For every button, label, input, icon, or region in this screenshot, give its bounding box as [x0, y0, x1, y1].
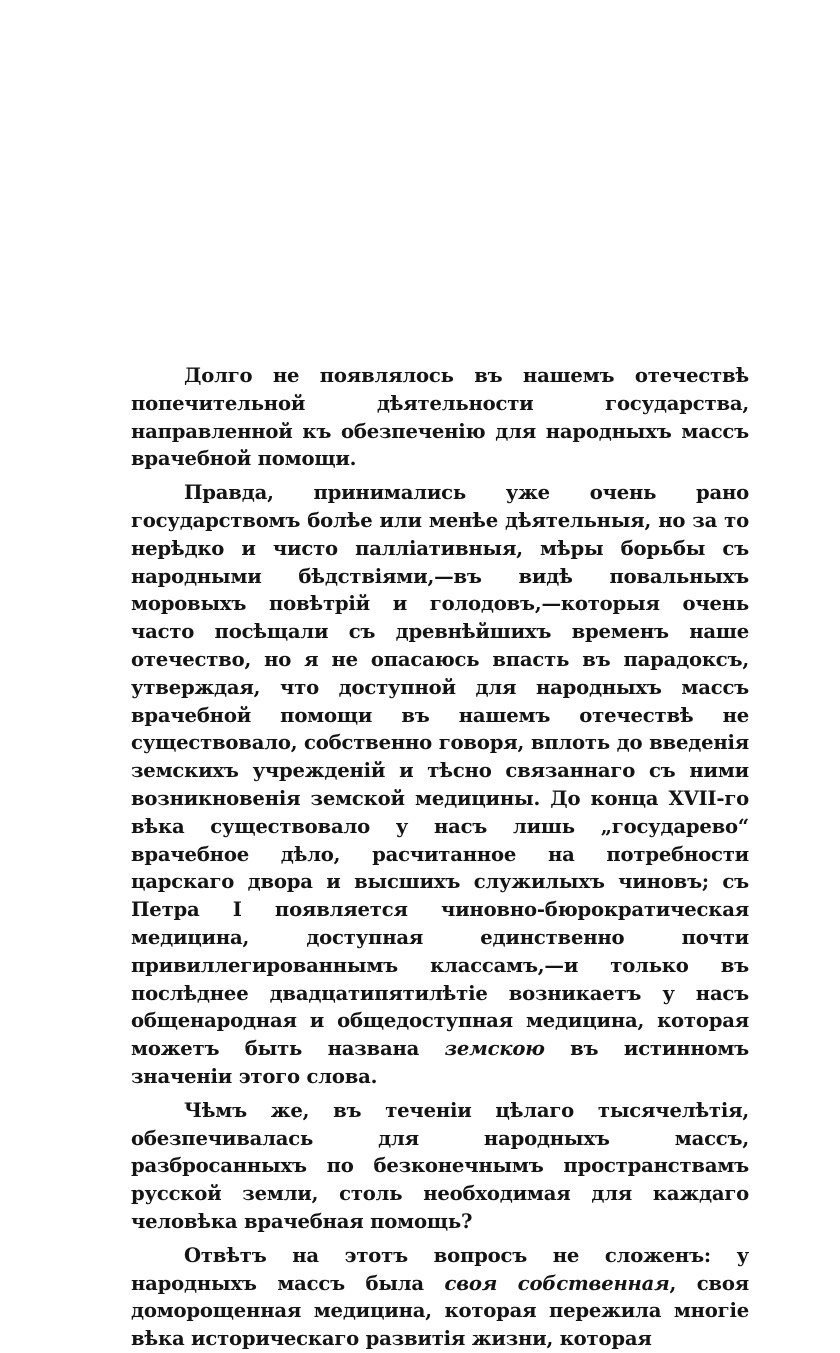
- paragraph-3-text: Чѣмъ же, въ теченіи цѣлаго тысячелѣтія, обезпечивалась для народныхъ массъ, разбросанныхъ по безконечнымъ пространствамъ русской земли, столь необходимая для каждаго человѣка врачебная помощь?: [131, 1098, 749, 1233]
- paragraph-2-text-end: въ истинномъ значеніи этого слова.: [131, 1037, 749, 1088]
- paragraph-4-text-end: , своя доморощенная медицина, которая пережила многіе вѣка историческаго развитія жизни, которая: [131, 1271, 749, 1351]
- paragraph-3: [131, 1097, 749, 1236]
- paragraph-1: [131, 362, 749, 473]
- italic-phrase-svoya-sobstvennaya: своя собственная: [444, 1271, 670, 1295]
- body-text: [131, 362, 749, 1353]
- paragraph-4-text-start: Отвѣтъ на этотъ вопросъ не сложенъ: у народныхъ массъ была: [131, 1243, 749, 1295]
- paragraph-4: [131, 1242, 749, 1353]
- paragraph-2: [131, 479, 749, 1091]
- paragraph-1-text: Долго не появлялось въ нашемъ отечествѣ попечительной дѣятельности государства, направленной къ обезпеченію для народныхъ массъ врачебной помощи.: [131, 364, 749, 471]
- paragraph-2-text-start: Правда, принимались уже очень рано государствомъ болѣе или менѣе дѣятельныя, но за то нерѣдко и чисто палліативныя, мѣры борьбы съ народными бѣдствіями,—въ видѣ повальныхъ моровыхъ повѣтрій и голодовъ,—которыя очень часто посѣщали съ древнѣйшихъ временъ наше отечество, но я не опасаюсь впасть въ парадоксъ, утверждая, что доступной для народныхъ массъ врачебной помощи въ нашемъ отечествѣ не существовало, собственно говоря, вплоть до введенія земскихъ учрежденій и тѣсно связаннаго съ ними возникновенія земской медицины. До конца XVII-го вѣка существовало у насъ лишь „государево“ врачебное дѣло, расчитанное на потребности царскаго двора и высшихъ служилыхъ чиновъ; съ Петра I появляется чиновно-бюрократическая медицина, доступная единственно почти привиллегированнымъ классамъ,—и только въ послѣднее двадцатипятилѣтіе возникаетъ у насъ общенародная и общедоступная медицина, которая можетъ быть названа: [131, 481, 749, 1061]
- italic-term-zemskoyu: земскою: [444, 1037, 545, 1061]
